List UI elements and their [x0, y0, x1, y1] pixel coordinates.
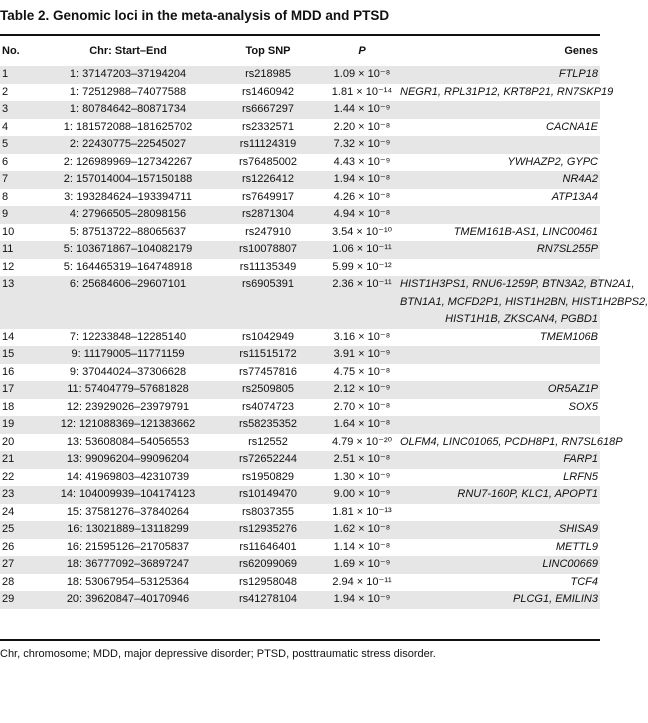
- row-locus: 18: 53067954–53125364: [66, 575, 190, 588]
- row-snp: rs218985: [245, 68, 291, 80]
- row-p-value: 4.94 × 10⁻⁸: [333, 208, 391, 220]
- row-p-value: 9.00 × 10⁻⁹: [333, 488, 391, 500]
- table-row: [0, 556, 600, 574]
- table-row: [0, 364, 600, 382]
- row-p-value: 1.81 × 10⁻¹³: [332, 505, 392, 518]
- table-row: [0, 224, 600, 242]
- gene-list-line: BTN1A1, MCFD2P1, HIST1H2BN, HIST1H2BPS2,: [400, 295, 648, 308]
- row-number: 2: [2, 85, 9, 98]
- row-genes: [400, 451, 600, 469]
- row-snp: rs62099069: [238, 558, 298, 570]
- row-snp: rs12935276: [238, 523, 298, 535]
- gene-list-line: RN7SL255P: [536, 243, 598, 255]
- row-genes: [400, 591, 600, 609]
- table-body: [0, 66, 648, 609]
- row-p-value: 4.75 × 10⁻⁸: [333, 365, 391, 378]
- row-number: 10: [2, 225, 15, 238]
- row-number: 13: [2, 278, 15, 290]
- row-p-value: 1.62 × 10⁻⁸: [333, 523, 391, 535]
- row-snp: rs10078807: [238, 243, 298, 255]
- table-row: [0, 66, 600, 84]
- table-row: [0, 119, 600, 137]
- table-row: [0, 276, 600, 329]
- row-locus: 16: 13021889–13118299: [67, 523, 189, 535]
- row-p-value: 1.94 × 10⁻⁸: [333, 173, 391, 185]
- row-locus: 2: 22430775–22545027: [69, 138, 187, 150]
- row-snp: rs11646401: [239, 540, 297, 553]
- row-snp: rs6905391: [242, 278, 294, 290]
- table-row: [0, 346, 600, 364]
- row-number: 17: [2, 383, 15, 395]
- gene-list-line: SHISA9: [558, 523, 598, 535]
- row-locus: 20: 39620847–40170946: [66, 593, 190, 605]
- row-number: 26: [2, 540, 15, 553]
- row-locus: 18: 36777092–36897247: [66, 558, 190, 570]
- row-p-value: 2.20 × 10⁻⁸: [333, 120, 391, 133]
- gene-list-line: HIST1H3PS1, RNU6-1259P, BTN3A2, BTN2A1,: [400, 278, 635, 290]
- row-snp: rs72652244: [238, 453, 298, 465]
- table-title: Table 2. Genomic loci in the meta-analysis of MDD and PTSD: [0, 8, 390, 23]
- gene-list-line: FTLP18: [558, 68, 598, 80]
- row-number: 7: [2, 173, 9, 185]
- row-snp: rs10149470: [238, 488, 298, 500]
- row-locus: 5: 87513722–88065637: [69, 225, 187, 238]
- row-genes: [400, 154, 600, 172]
- row-genes: [400, 241, 600, 259]
- row-number: 1: [2, 68, 9, 80]
- row-p-value: 4.79 × 10⁻²⁰: [331, 435, 393, 448]
- table-row: [0, 539, 600, 557]
- row-number: 8: [2, 190, 9, 203]
- row-locus: 9: 37044024–37306628: [69, 365, 187, 378]
- row-number: 18: [2, 400, 15, 413]
- row-genes: [400, 171, 600, 189]
- row-locus: 4: 27966505–28098156: [69, 208, 187, 220]
- gene-list-line: CACNA1E: [546, 120, 598, 133]
- table-row: [0, 241, 600, 259]
- gene-list-line: TCF4: [570, 575, 598, 588]
- gene-list-line: TMEM161B-AS1, LINC00461: [453, 225, 598, 238]
- table-row: [0, 381, 600, 399]
- header-locus: Chr: Start–End: [89, 45, 167, 57]
- table-row: [0, 171, 600, 189]
- table-row: [0, 329, 600, 347]
- table-row: [0, 574, 600, 592]
- table-row: [0, 154, 600, 172]
- row-number: 11: [2, 243, 14, 255]
- row-p-value: 2.36 × 10⁻¹¹: [332, 278, 392, 290]
- row-p-value: 4.43 × 10⁻⁹: [333, 155, 391, 168]
- row-p-value: 1.64 × 10⁻⁸: [333, 418, 391, 430]
- row-genes: [400, 486, 600, 504]
- row-genes: [400, 521, 600, 539]
- row-genes: [400, 399, 600, 417]
- row-genes: [400, 206, 600, 224]
- row-snp: rs11124319: [239, 138, 297, 150]
- row-number: 27: [2, 558, 15, 570]
- row-genes: [400, 504, 600, 522]
- row-genes: [400, 101, 600, 119]
- row-p-value: 4.26 × 10⁻⁸: [333, 190, 391, 203]
- table-row: [0, 469, 600, 487]
- row-snp: rs12552: [248, 435, 288, 448]
- row-number: 15: [2, 348, 15, 360]
- row-locus: 1: 80784642–80871734: [69, 103, 187, 115]
- gene-list-line: YWHAZP2, GYPC: [507, 155, 598, 168]
- row-genes: [400, 556, 600, 574]
- row-locus: 2: 157014004–157150188: [63, 173, 193, 185]
- table-row: [0, 399, 600, 417]
- row-genes: [400, 346, 600, 364]
- footnote: Chr, chromosome; MDD, major depressive disorder; PTSD, posttraumatic stress disorder.: [0, 648, 436, 660]
- gene-list-line: OR5AZ1P: [547, 383, 598, 395]
- row-genes: [400, 434, 623, 452]
- row-number: 4: [2, 120, 9, 133]
- row-snp: rs6667297: [242, 103, 294, 115]
- row-number: 12: [2, 260, 15, 273]
- row-locus: 1: 181572088–181625702: [63, 120, 193, 133]
- row-locus: 14: 104009939–104174123: [60, 488, 196, 500]
- row-snp: rs1950829: [242, 470, 294, 483]
- row-number: 5: [2, 138, 9, 150]
- row-snp: rs4074723: [242, 400, 294, 413]
- gene-list-line: METTL9: [555, 540, 598, 553]
- row-locus: 9: 11179005–11771159: [71, 348, 185, 360]
- row-snp: rs12958048: [238, 575, 298, 588]
- header-row: [0, 36, 600, 66]
- row-genes: [400, 119, 600, 137]
- row-snp: rs7649917: [242, 190, 294, 203]
- table-row: [0, 206, 600, 224]
- header-snp: Top SNP: [245, 45, 291, 57]
- row-number: 20: [2, 435, 15, 448]
- row-p-value: 1.14 × 10⁻⁸: [333, 540, 391, 553]
- row-p-value: 1.81 × 10⁻¹⁴: [331, 85, 393, 98]
- row-locus: 12: 23929026–23979791: [66, 400, 190, 413]
- table-row: [0, 189, 600, 207]
- row-p-value: 1.44 × 10⁻⁹: [333, 103, 391, 115]
- row-genes: [400, 329, 600, 347]
- row-number: 24: [2, 505, 15, 518]
- row-number: 16: [2, 365, 15, 378]
- row-p-value: 1.09 × 10⁻⁸: [333, 68, 391, 80]
- gene-list-line: LINC00669: [542, 558, 598, 570]
- row-genes: [400, 276, 648, 329]
- row-number: 25: [2, 523, 15, 535]
- header-genes: Genes: [564, 45, 598, 57]
- table-row: [0, 416, 600, 434]
- row-locus: 2: 126989969–127342267: [63, 155, 193, 168]
- gene-list-line: HIST1H1B, ZKSCAN4, PGBD1: [445, 313, 598, 325]
- row-snp: rs58235352: [238, 418, 298, 430]
- row-p-value: 1.30 × 10⁻⁹: [333, 470, 391, 483]
- row-locus: 13: 53608084–54056553: [66, 435, 190, 448]
- row-number: 22: [2, 470, 15, 483]
- row-genes: [400, 416, 600, 434]
- header-no: No.: [2, 45, 20, 57]
- row-genes: [400, 381, 600, 399]
- row-p-value: 3.16 × 10⁻⁸: [333, 330, 391, 343]
- gene-list-line: TMEM106B: [539, 330, 598, 343]
- row-genes: [400, 259, 600, 277]
- row-locus: 5: 103671867–104082179: [63, 243, 193, 255]
- row-locus: 5: 164465319–164748918: [63, 260, 193, 273]
- row-locus: 16: 21595126–21705837: [66, 540, 190, 553]
- gene-list-line: RNU7-160P, KLC1, APOPT1: [457, 488, 598, 500]
- gene-list-line: LRFN5: [563, 470, 598, 483]
- row-number: 9: [2, 208, 9, 220]
- row-number: 28: [2, 575, 15, 588]
- row-snp: rs77457816: [238, 365, 298, 378]
- row-snp: rs11515172: [239, 348, 297, 360]
- table-row: [0, 486, 600, 504]
- table-row: [0, 521, 600, 539]
- row-genes: [400, 539, 600, 557]
- row-snp: rs2871304: [242, 208, 294, 220]
- row-p-value: 2.12 × 10⁻⁹: [333, 383, 391, 395]
- row-snp: rs8037355: [242, 505, 294, 518]
- row-p-value: 1.94 × 10⁻⁹: [333, 593, 391, 605]
- row-snp: rs11135349: [239, 260, 297, 273]
- bottom-rule: [0, 639, 600, 641]
- row-genes: [400, 136, 600, 154]
- row-snp: rs2509805: [242, 383, 294, 395]
- row-p-value: 1.06 × 10⁻¹¹: [332, 243, 392, 255]
- row-genes: [400, 66, 600, 84]
- table-row: [0, 434, 600, 452]
- row-genes: [400, 189, 600, 207]
- table-row: [0, 259, 600, 277]
- row-snp: rs247910: [245, 225, 291, 238]
- row-locus: 6: 25684606–29607101: [69, 278, 187, 290]
- gene-list-line: PLCG1, EMILIN3: [513, 593, 598, 605]
- row-genes: [400, 224, 600, 242]
- row-number: 23: [2, 488, 15, 500]
- gene-list-line: NR4A2: [562, 173, 598, 185]
- table-row: [0, 591, 600, 609]
- row-snp: rs76485002: [238, 155, 298, 168]
- row-number: 3: [2, 103, 9, 115]
- row-p-value: 3.54 × 10⁻¹⁰: [331, 225, 393, 238]
- row-genes: [400, 469, 600, 487]
- row-p-value: 1.69 × 10⁻⁹: [333, 558, 391, 570]
- row-locus: 13: 99096204–99096204: [66, 453, 190, 465]
- row-locus: 14: 41969803–42310739: [66, 470, 190, 483]
- row-number: 21: [2, 453, 15, 465]
- row-locus: 7: 12233848–12285140: [69, 330, 187, 343]
- row-locus: 12: 121088369–121383662: [60, 418, 196, 430]
- row-number: 19: [2, 418, 15, 430]
- table-row: [0, 101, 600, 119]
- row-p-value: 5.99 × 10⁻¹²: [332, 260, 392, 273]
- row-snp: rs1460942: [242, 85, 294, 98]
- row-locus: 11: 57404779–57681828: [67, 383, 189, 395]
- row-p-value: 2.94 × 10⁻¹¹: [332, 575, 392, 588]
- row-snp: rs1042949: [242, 330, 294, 343]
- row-snp: rs2332571: [242, 120, 294, 133]
- row-locus: 1: 37147203–37194204: [69, 68, 187, 80]
- row-locus: 15: 37581276–37840264: [66, 505, 190, 518]
- row-genes: [400, 574, 600, 592]
- row-p-value: 2.70 × 10⁻⁸: [333, 400, 391, 413]
- row-snp: rs41278104: [238, 593, 298, 605]
- row-genes: [400, 364, 600, 382]
- header-p: P: [358, 45, 366, 57]
- table-row: [0, 84, 600, 102]
- gene-list-line: SOX5: [568, 400, 598, 413]
- table-row: [0, 451, 600, 469]
- table-row: [0, 504, 600, 522]
- gene-list-line: NEGR1, RPL31P12, KRT8P21, RN7SKP19: [400, 85, 614, 98]
- gene-list-line: FARP1: [563, 453, 598, 465]
- loci-table: [0, 36, 648, 609]
- row-number: 14: [2, 330, 15, 343]
- gene-list-line: OLFM4, LINC01065, PCDH8P1, RN7SL618P: [400, 435, 623, 448]
- table-row: [0, 136, 600, 154]
- row-locus: 1: 72512988–74077588: [69, 85, 187, 98]
- row-p-value: 3.91 × 10⁻⁹: [333, 348, 391, 360]
- row-number: 6: [2, 155, 9, 168]
- row-p-value: 2.51 × 10⁻⁸: [333, 453, 391, 465]
- row-genes: [400, 84, 614, 102]
- row-snp: rs1226412: [242, 173, 294, 185]
- row-p-value: 7.32 × 10⁻⁹: [333, 138, 391, 150]
- row-number: 29: [2, 593, 15, 605]
- gene-list-line: ATP13A4: [551, 190, 598, 203]
- row-locus: 3: 193284624–193394711: [64, 190, 192, 203]
